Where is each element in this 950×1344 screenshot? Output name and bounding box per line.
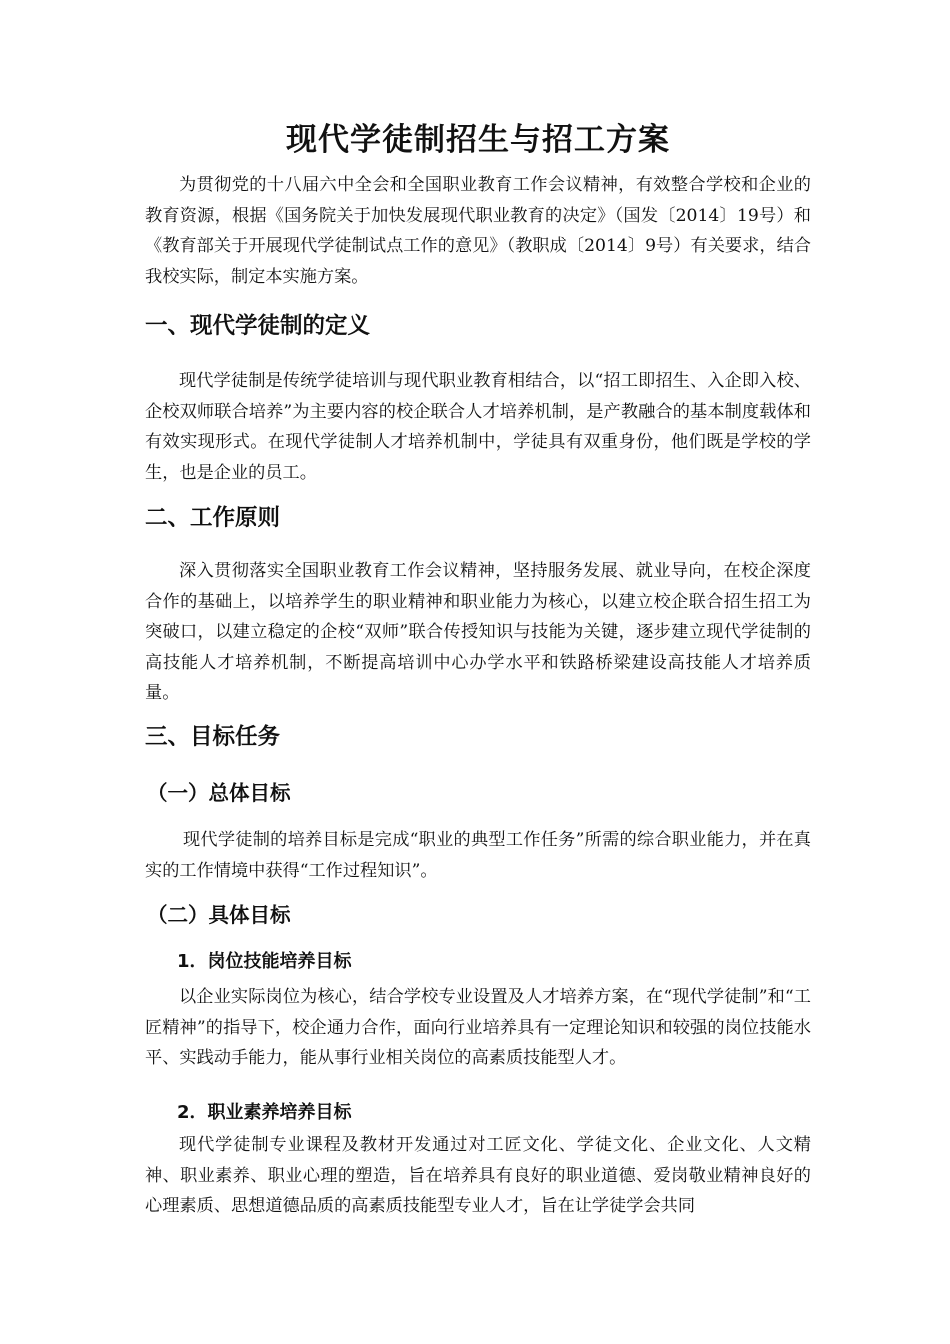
section-heading-definition: 一、现代学徒制的定义 xyxy=(145,313,371,339)
principles-paragraph: 深入贯彻落实全国职业教育工作会议精神，坚持服务发展、就业导向，在校企深度合作的基础上，以培养学生的职业精神和职业能力为核心，以建立校企联合招生招工为突破口，以建立稳定的企校“双师”联合传授知识与技能为关键，逐步建立现代学徒制的高技能人才培养机制，不断提高培训中心办学水平和铁路桥梁建设高技能人才培养质量。 xyxy=(145,561,811,704)
item-heading-post-skill: 1．岗位技能培养目标 xyxy=(177,951,352,972)
overall-goal-paragraph: 现代学徒制的培养目标是完成“职业的典型工作任务”所需的综合职业能力，并在真实的工作情境中获得“工作过程知识”。 xyxy=(145,830,811,881)
item-heading-professional-quality: 2．职业素养培养目标 xyxy=(177,1102,352,1123)
section-heading-goals: 三、目标任务 xyxy=(145,724,281,750)
section-heading-principles: 二、工作原则 xyxy=(145,505,281,531)
intro-paragraph: 为贯彻党的十八届六中全会和全国职业教育工作会议精神，有效整合学校和企业的教育资源，根据《国务院关于加快发展现代职业教育的决定》（国发〔2014〕19号）和《教育部关于开展现代学徒制试点工作的意见》（教职成〔2014〕9号）有关要求，结合我校实际，制定本实施方案。 xyxy=(145,175,811,287)
definition-paragraph: 现代学徒制是传统学徒培训与现代职业教育相结合，以“招工即招生、入企即入校、企校双师联合培养”为主要内容的校企联合人才培养机制，是产教融合的基本制度载体和有效实现形式。在现代学徒制人才培养机制中，学徒具有双重身份，他们既是学校的学生，也是企业的员工。 xyxy=(145,371,811,483)
subsection-heading-overall-goal: （一）总体目标 xyxy=(147,781,291,805)
document-page xyxy=(145,0,811,1344)
subsection-heading-specific-goals: （二）具体目标 xyxy=(147,903,291,927)
professional-quality-paragraph: 现代学徒制专业课程及教材开发通过对工匠文化、学徒文化、企业文化、人文精神、职业素养、职业心理的塑造，旨在培养具有良好的职业道德、爱岗敬业精神良好的心理素质、思想道德品质的高素质技能型专业人才，旨在让学徒学会共同 xyxy=(145,1135,811,1217)
post-skill-paragraph: 以企业实际岗位为核心，结合学校专业设置及人才培养方案，在“现代学徒制”和“工匠精神”的指导下，校企通力合作，面向行业培养具有一定理论知识和较强的岗位技能水平、实践动手能力，能从事行业相关岗位的高素质技能型人才。 xyxy=(145,987,811,1069)
document-title: 现代学徒制招生与招工方案 xyxy=(286,122,670,158)
